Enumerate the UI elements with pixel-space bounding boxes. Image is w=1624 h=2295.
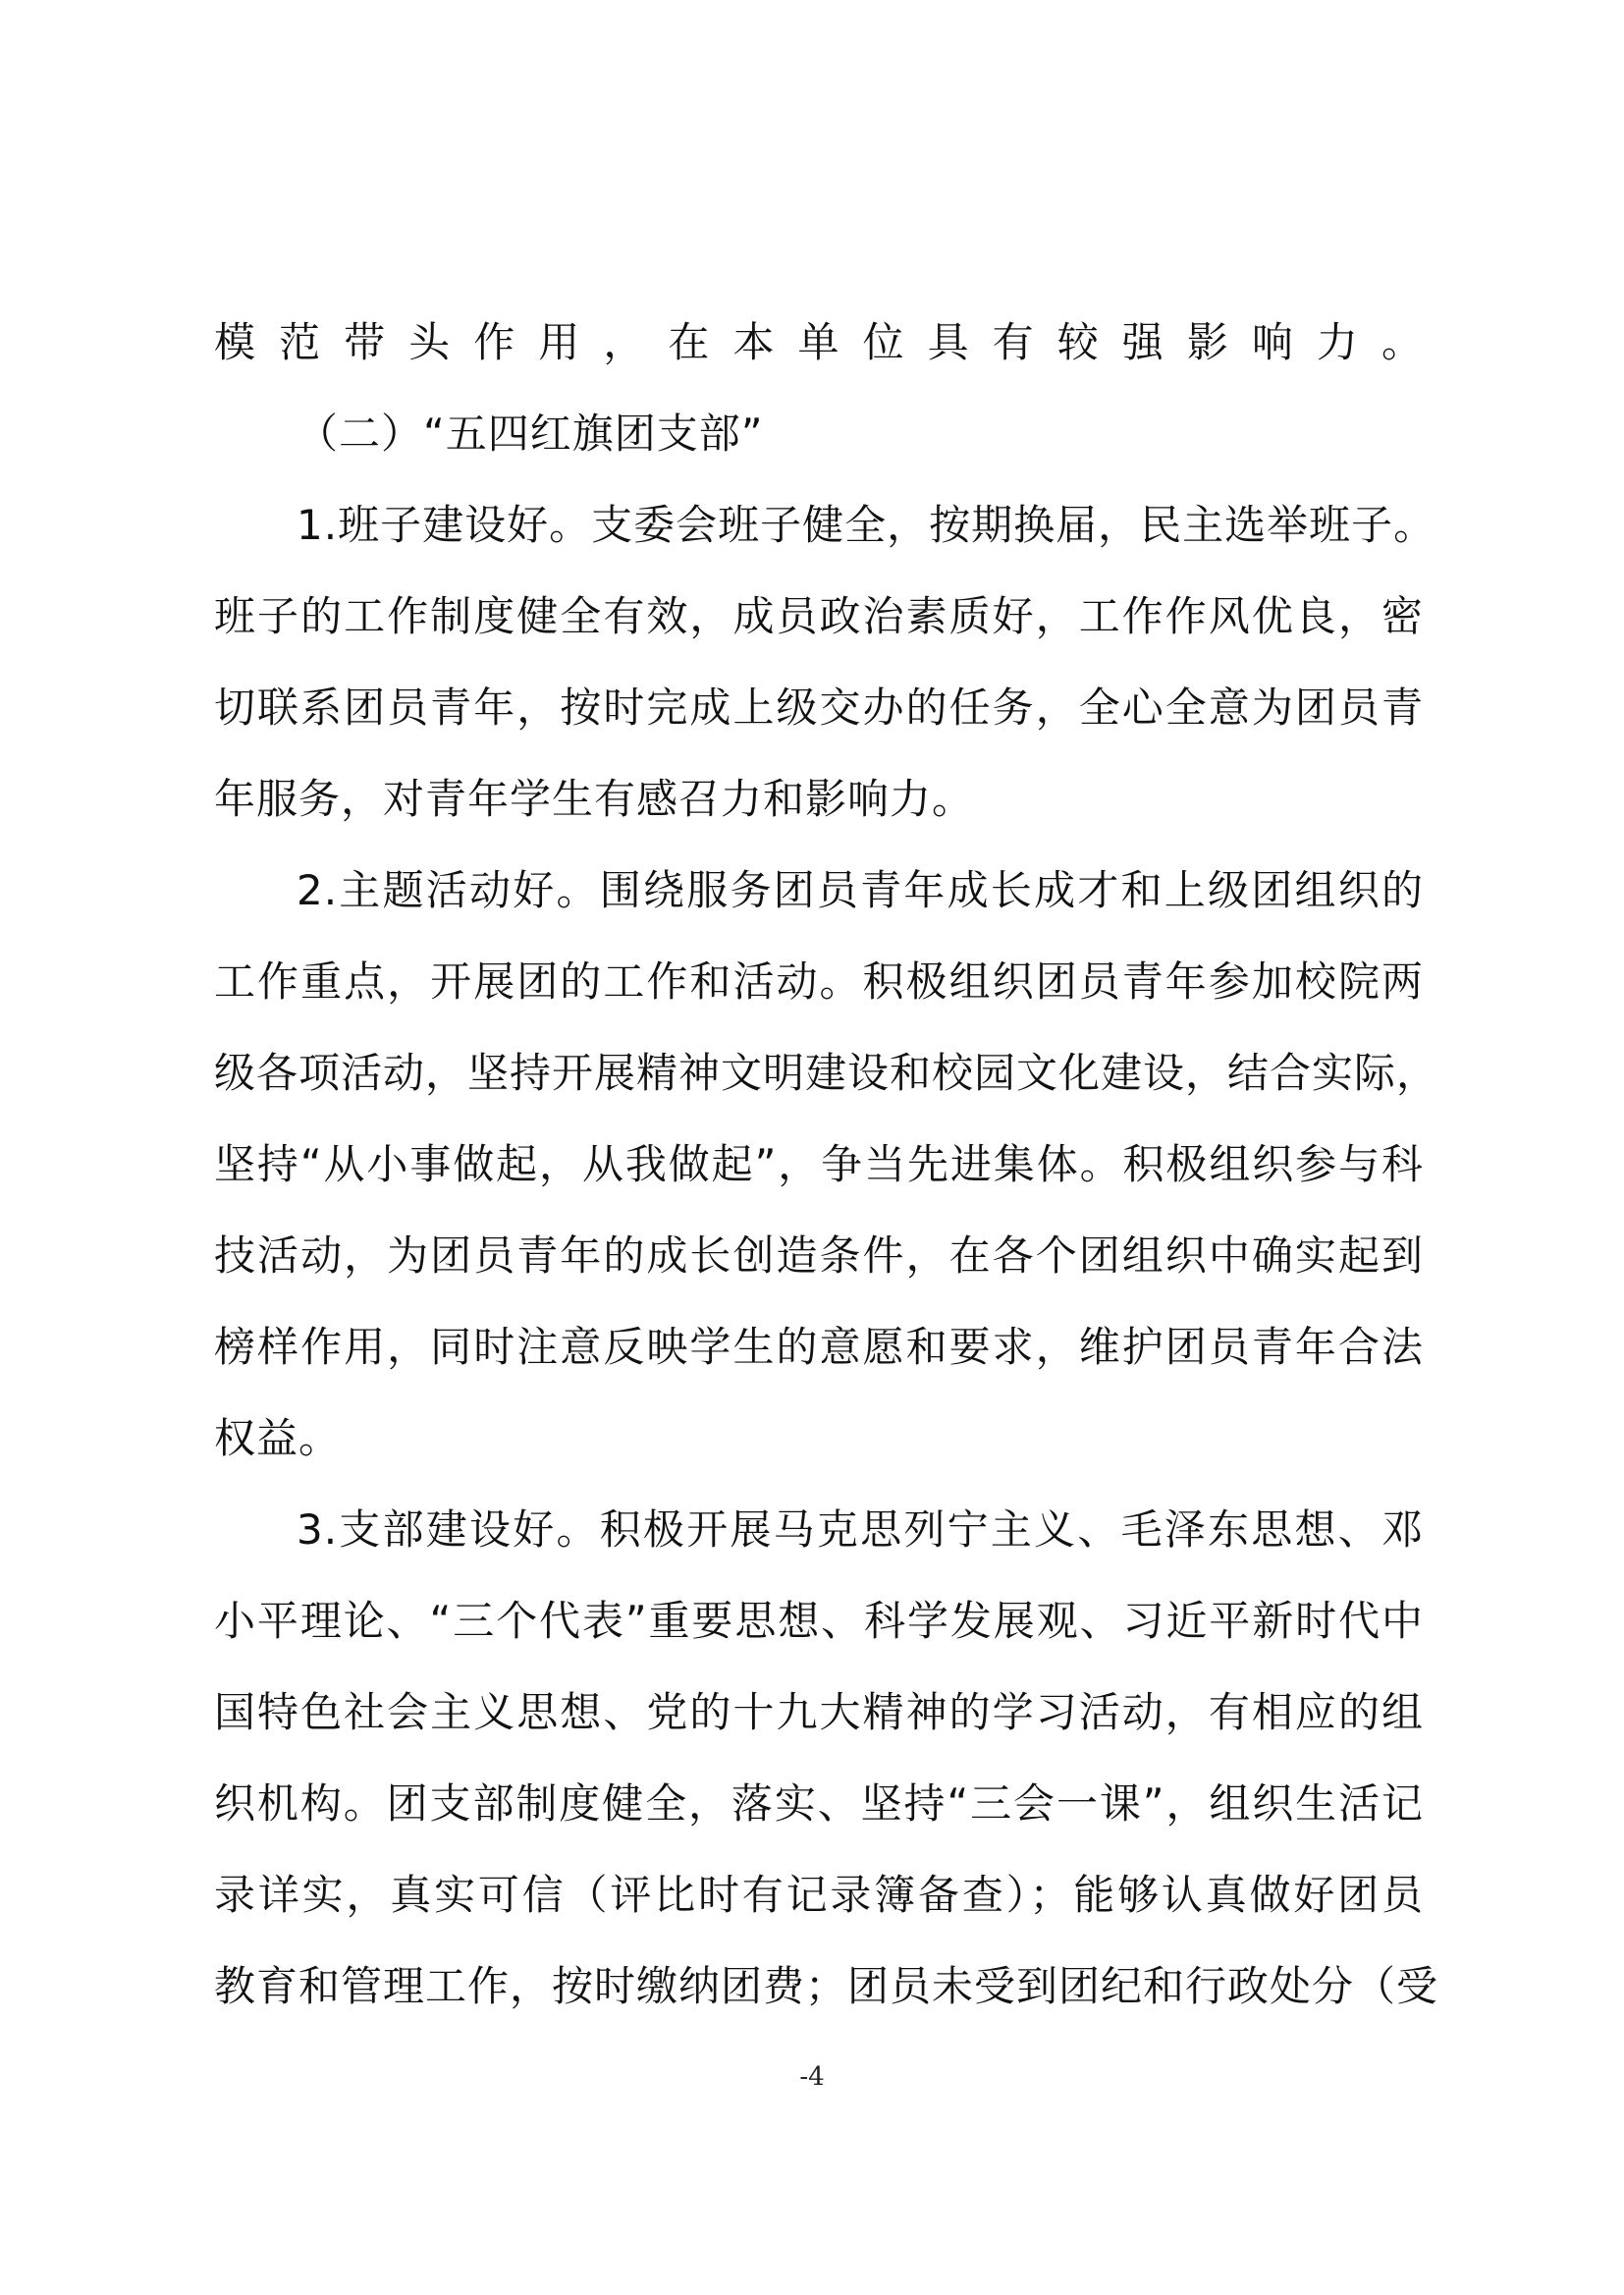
text-line-19: 教育和管理工作，按时缴纳团费；团员未受到团纪和行政处分（受: [214, 1962, 1439, 2010]
page-number: -4: [799, 2062, 825, 2092]
section-heading: （二）“五四红旗团支部”: [297, 410, 764, 458]
text-line-13: 权益。: [214, 1414, 342, 1462]
text-line-12: 榜样作用，同时注意反映学生的意愿和要求，维护团员青年合法: [214, 1323, 1424, 1371]
text-line-9: 级各项活动，坚持开展精神文明建设和校园文化建设，结合实际，: [214, 1049, 1439, 1097]
text-line-18: 录详实，真实可信（评比时有记录簿备查）；能够认真做好团员: [214, 1871, 1424, 1919]
text-line-15: 小平理论、“三个代表”重要思想、科学发展观、习近平新时代中: [214, 1597, 1424, 1645]
text-line-10: 坚持“从小事做起，从我做起”，争当先进集体。积极组织参与科: [214, 1140, 1424, 1188]
text-line-17: 织机构。团支部制度健全，落实、坚持“三会一课”，组织生活记: [214, 1779, 1424, 1828]
text-line-16: 国特色社会主义思想、党的十九大精神的学习活动，有相应的组: [214, 1688, 1424, 1736]
text-line-7: 2.主题活动好。围绕服务团员青年成长成才和上级团组织的: [297, 866, 1424, 914]
text-line-14: 3.支部建设好。积极开展马克思列宁主义、毛泽东思想、邓: [297, 1505, 1424, 1554]
text-line-3: 1.班子建设好。支委会班子健全，按期换届，民主选举班子。: [297, 501, 1436, 549]
text-line-11: 技活动，为团员青年的成长创造条件，在各个团组织中确实起到: [214, 1231, 1424, 1280]
text-line-4: 班子的工作制度健全有效，成员政治素质好，工作作风优良，密: [214, 592, 1424, 640]
text-line-8: 工作重点，开展团的工作和活动。积极组织团员青年参加校院两: [214, 957, 1424, 1006]
text-line-6: 年服务，对青年学生有感召力和影响力。: [214, 775, 975, 823]
text-line-1: 模范带头作用，在本单位具有较强影响力。: [214, 318, 1424, 366]
text-line-5: 切联系团员青年，按时完成上级交办的任务，全心全意为团员青: [214, 683, 1424, 732]
